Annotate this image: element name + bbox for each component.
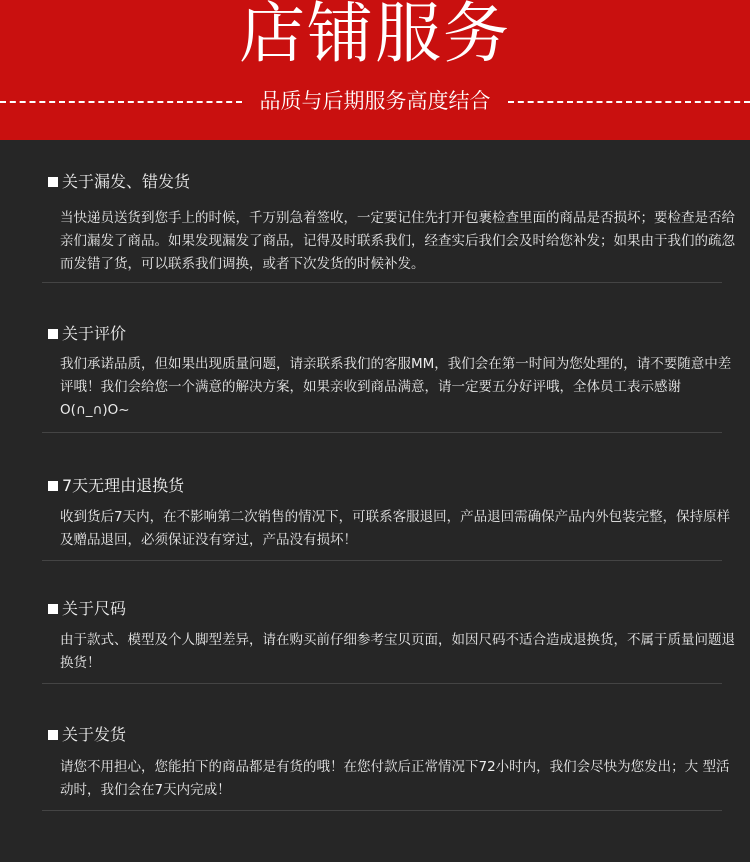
section-divider <box>42 810 722 811</box>
section-body: 收到货后7天内，在不影响第二次销售的情况下，可联系客服退回，产品退回需确保产品内外包装完整，保持原样及赠品退回，必须保证没有穿过，产品没有损坏！ <box>60 509 731 548</box>
subtitle-row <box>0 84 750 118</box>
section-divider <box>42 282 722 283</box>
square-bullet-icon <box>48 481 58 491</box>
section-body: 我们承诺品质，但如果出现质量问题，请亲联系我们的客服MM，我们会在第一时间为您处理的，请不要随意中差评哦！我们会给您一个满意的解决方案，如果亲收到商品满意，请一定要五分好评哦，全体员工表示感谢 O(∩_∩)O~ <box>60 356 732 418</box>
section-divider <box>42 560 722 561</box>
dashed-line-left <box>0 101 242 103</box>
section-title <box>48 598 126 620</box>
square-bullet-icon <box>48 329 58 339</box>
section-title <box>48 323 126 345</box>
section-title-text: 关于漏发、错发货 <box>62 172 191 191</box>
section-title-text: 7天无理由退换货 <box>62 476 185 495</box>
square-bullet-icon <box>48 177 58 187</box>
section-divider <box>42 432 722 433</box>
page-subtitle: 品质与后期服务高度结合 <box>259 89 491 113</box>
section-body: 请您不用担心，您能拍下的商品都是有货的哦！在您付款后正常情况下72小时内，我们会尽快为您发出；大 型活动时，我们会在7天内完成！ <box>60 759 730 798</box>
section-title <box>48 475 184 497</box>
square-bullet-icon <box>48 730 58 740</box>
section-title-text: 关于尺码 <box>62 599 127 618</box>
page-title: 店铺服务 <box>239 0 511 72</box>
section-body: 当快递员送货到您手上的时候，千万别急着签收，一定要记住先打开包裹检查里面的商品是否损坏；要检查是否给亲们漏发了商品。如果发现漏发了商品，记得及时联系我们，经查实后我们会及时给您补发；如果由于我们的疏忽而发错了货，可以联系我们调换，或者下次发货的时候补发。 <box>60 210 735 272</box>
square-bullet-icon <box>48 604 58 614</box>
section-title <box>48 724 126 746</box>
page-header <box>0 0 750 140</box>
section-title <box>48 171 190 193</box>
section-title-text: 关于评价 <box>62 324 127 343</box>
section-divider <box>42 683 722 684</box>
section-title-text: 关于发货 <box>62 725 127 744</box>
dashed-line-right <box>508 101 750 103</box>
section-body: 由于款式、模型及个人脚型差异，请在购买前仔细参考宝贝页面，如因尺码不适合造成退换货，不属于质量问题退换货！ <box>60 632 735 671</box>
